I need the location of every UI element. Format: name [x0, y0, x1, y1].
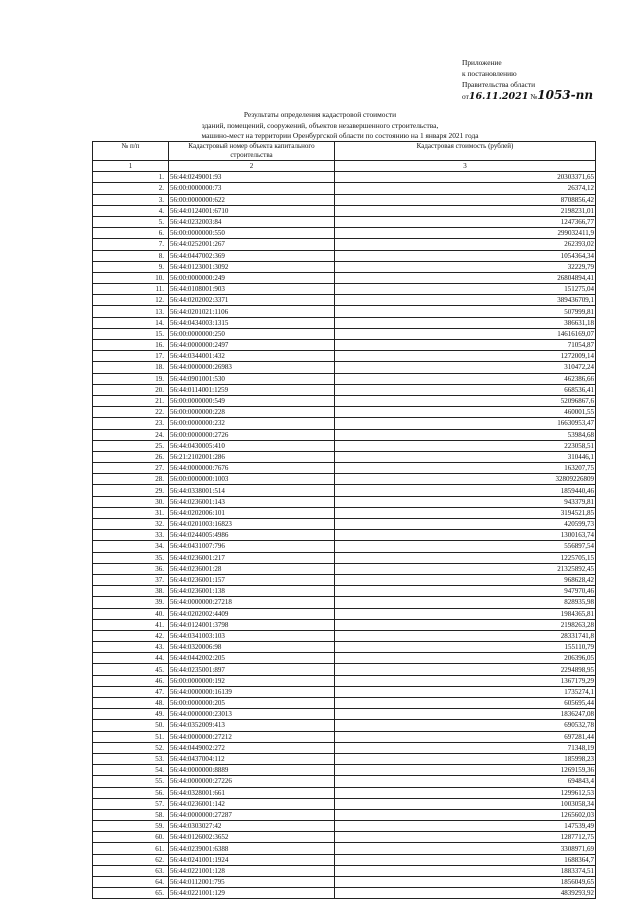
cadastral-number: 56:44:0431007:796	[169, 541, 335, 552]
table-row	[93, 474, 596, 485]
cadastral-number: 56:44:0239001:6388	[169, 843, 335, 854]
table-row	[93, 753, 596, 764]
title-line-1: Результаты определения кадастровой стоимости	[243, 110, 397, 119]
cadastral-value: 947970,46	[335, 586, 596, 597]
row-number: 35.	[93, 552, 169, 563]
row-number: 47.	[93, 686, 169, 697]
cadastral-value: 1225705,15	[335, 552, 596, 563]
table-row	[93, 765, 596, 776]
cadastral-number: 56:00:0000000:550	[169, 228, 335, 239]
row-number: 20.	[93, 384, 169, 395]
row-number: 59.	[93, 821, 169, 832]
row-number: 24.	[93, 429, 169, 440]
table-row	[93, 642, 596, 653]
cadastral-value: 1859440,46	[335, 485, 596, 496]
table-row	[93, 496, 596, 507]
document-title	[0, 110, 640, 142]
cadastral-number: 56:44:0232003:84	[169, 216, 335, 227]
table-row	[93, 261, 596, 272]
row-number: 16.	[93, 340, 169, 351]
cadastral-value: 1836247,08	[335, 709, 596, 720]
table-row	[93, 686, 596, 697]
row-number: 49.	[93, 709, 169, 720]
cadastral-value: 507999,81	[335, 306, 596, 317]
cadastral-value: 299032411,9	[335, 228, 596, 239]
row-number: 10.	[93, 272, 169, 283]
cadastral-value: 1269159,36	[335, 765, 596, 776]
row-number: 36.	[93, 563, 169, 574]
table-row	[93, 597, 596, 608]
cadastral-value: 460001,55	[335, 407, 596, 418]
row-number: 25.	[93, 440, 169, 451]
table-row	[93, 675, 596, 686]
cadastral-number: 56:00:0000000:250	[169, 328, 335, 339]
handwritten-number: 1053-пп	[537, 88, 594, 102]
row-number: 37.	[93, 574, 169, 585]
cadastral-value: 386631,18	[335, 317, 596, 328]
row-number: 14.	[93, 317, 169, 328]
row-number: 21.	[93, 395, 169, 406]
cadastral-value: 1003058,34	[335, 798, 596, 809]
cadastral-value: 420599,73	[335, 519, 596, 530]
row-number: 44.	[93, 653, 169, 664]
table-row	[93, 373, 596, 384]
cadastral-value: 462386,66	[335, 373, 596, 384]
table-row	[93, 451, 596, 462]
row-number: 5.	[93, 216, 169, 227]
cadastral-number: 56:44:0252001:267	[169, 239, 335, 250]
handwritten-date: 16.11.2021	[468, 91, 529, 102]
cadastral-value: 8708856,42	[335, 194, 596, 205]
cadastral-number: 56:00:0000000:205	[169, 698, 335, 709]
row-number: 38.	[93, 586, 169, 597]
cadastral-number: 56:44:0123001:3092	[169, 261, 335, 272]
cadastral-number: 56:44:0124001:3798	[169, 619, 335, 630]
cadastral-value: 53984,68	[335, 429, 596, 440]
table-row	[93, 228, 596, 239]
table-row	[93, 362, 596, 373]
cadastral-number: 56:44:0000000:7676	[169, 463, 335, 474]
header-cadastral-value: Кадастровая стоимость (рублей)	[335, 142, 596, 161]
cadastral-number: 56:44:0000000:8889	[169, 765, 335, 776]
row-number: 7.	[93, 239, 169, 250]
cadastral-number: 56:44:0344001:432	[169, 351, 335, 362]
cadastral-number: 56:00:0000000:232	[169, 418, 335, 429]
cadastral-value: 1883374,51	[335, 865, 596, 876]
table-row	[93, 709, 596, 720]
cadastral-value: 310472,24	[335, 362, 596, 373]
cadastral-value: 389436709,1	[335, 295, 596, 306]
table-row	[93, 440, 596, 451]
table-row	[93, 698, 596, 709]
cadastral-number: 56:44:0202002:3371	[169, 295, 335, 306]
table-row	[93, 194, 596, 205]
cadastral-value: 943379,81	[335, 496, 596, 507]
row-number: 22.	[93, 407, 169, 418]
row-number: 42.	[93, 630, 169, 641]
cadastral-value: 1300163,74	[335, 530, 596, 541]
cadastral-value: 2198263,28	[335, 619, 596, 630]
table-row	[93, 530, 596, 541]
row-number: 9.	[93, 261, 169, 272]
row-number: 63.	[93, 865, 169, 876]
table-row	[93, 519, 596, 530]
cadastral-value: 4839293,92	[335, 888, 596, 899]
table-row	[93, 731, 596, 742]
row-number: 55.	[93, 776, 169, 787]
cadastral-number: 56:00:0000000:1003	[169, 474, 335, 485]
cadastral-value: 2294898,95	[335, 664, 596, 675]
row-number: 39.	[93, 597, 169, 608]
index-cell: 1	[93, 161, 169, 172]
cadastral-number: 56:00:0000000:249	[169, 272, 335, 283]
table-index-row	[93, 161, 596, 172]
table-row	[93, 216, 596, 227]
cadastral-value: 1856049,65	[335, 877, 596, 888]
cadastral-value: 556897,54	[335, 541, 596, 552]
table-row	[93, 295, 596, 306]
cadastral-value: 26374,12	[335, 183, 596, 194]
title-line-2: зданий, помещений, сооружений, объектов незавершенного строительства,	[201, 120, 439, 130]
cadastral-value: 32229,79	[335, 261, 596, 272]
table-body	[93, 172, 596, 899]
row-number: 60.	[93, 832, 169, 843]
table-row	[93, 272, 596, 283]
table-row	[93, 183, 596, 194]
cadastral-value: 1287712,75	[335, 832, 596, 843]
table-row	[93, 809, 596, 820]
date-prefix: от	[462, 92, 469, 101]
table-row	[93, 843, 596, 854]
cadastral-value: 1247366,77	[335, 216, 596, 227]
index-cell: 2	[169, 161, 335, 172]
table-row	[93, 306, 596, 317]
cadastral-value: 16630953,47	[335, 418, 596, 429]
cadastral-number: 56:00:0000000:2726	[169, 429, 335, 440]
annex-government-label: Правительства области	[462, 80, 536, 89]
row-number: 65.	[93, 888, 169, 899]
annex-header	[462, 57, 593, 102]
cadastral-value: 668536,41	[335, 384, 596, 395]
annex-date-number	[462, 90, 593, 102]
header-cadastral-number: Кадастровый номер объекта капитального строительства	[169, 142, 335, 161]
table-row	[93, 865, 596, 876]
cadastral-number: 56:44:0000000:27212	[169, 731, 335, 742]
cadastral-value: 1984365,81	[335, 608, 596, 619]
cadastral-number: 56:44:0244005:4986	[169, 530, 335, 541]
cadastral-number: 56:44:0221001:129	[169, 888, 335, 899]
cadastral-value: 14616169,07	[335, 328, 596, 339]
row-number: 29.	[93, 485, 169, 496]
table-header-row	[93, 142, 596, 161]
cadastral-number: 56:44:0235001:897	[169, 664, 335, 675]
cadastral-number: 56:44:0338001:514	[169, 485, 335, 496]
cadastral-value: 223058,51	[335, 440, 596, 451]
table-row	[93, 653, 596, 664]
cadastral-value: 71054,87	[335, 340, 596, 351]
table-row	[93, 574, 596, 585]
row-number: 57.	[93, 798, 169, 809]
table-row	[93, 351, 596, 362]
row-number: 56.	[93, 787, 169, 798]
table-row	[93, 720, 596, 731]
table-row	[93, 485, 596, 496]
table-row	[93, 832, 596, 843]
cadastral-value: 32809226809	[335, 474, 596, 485]
cadastral-number: 56:44:0249001:93	[169, 172, 335, 183]
row-number: 17.	[93, 351, 169, 362]
row-number: 4.	[93, 205, 169, 216]
row-number: 50.	[93, 720, 169, 731]
cadastral-value: 185998,23	[335, 753, 596, 764]
cadastral-number: 56:44:0202002:4409	[169, 608, 335, 619]
cadastral-value: 1367179,29	[335, 675, 596, 686]
table-row	[93, 172, 596, 183]
table-row	[93, 328, 596, 339]
cadastral-number: 56:21:2102001:286	[169, 451, 335, 462]
cadastral-number: 56:44:0201021:1106	[169, 306, 335, 317]
cadastral-value: 20303371,65	[335, 172, 596, 183]
cadastral-number: 56:44:0430005:410	[169, 440, 335, 451]
cadastral-number: 56:44:0000000:27218	[169, 597, 335, 608]
cadastral-number: 56:44:0236001:142	[169, 798, 335, 809]
annex-resolution-label: к постановлению	[462, 69, 517, 78]
cadastral-number: 56:44:0201003:16823	[169, 519, 335, 530]
cadastral-value: 697281,44	[335, 731, 596, 742]
cadastral-value: 2198231,01	[335, 205, 596, 216]
cadastral-number: 56:00:0000000:73	[169, 183, 335, 194]
cadastral-number: 56:44:0352009:413	[169, 720, 335, 731]
index-cell: 3	[335, 161, 596, 172]
table-row	[93, 384, 596, 395]
cadastral-value: 147539,49	[335, 821, 596, 832]
row-number: 53.	[93, 753, 169, 764]
table-row	[93, 429, 596, 440]
table-row	[93, 608, 596, 619]
cadastral-value: 605695,44	[335, 698, 596, 709]
cadastral-value: 1054364,34	[335, 250, 596, 261]
cadastral-number: 56:44:0236001:143	[169, 496, 335, 507]
cadastral-number: 56:44:0000000:23013	[169, 709, 335, 720]
cadastral-number: 56:00:0000000:549	[169, 395, 335, 406]
row-number: 43.	[93, 642, 169, 653]
cadastral-number: 56:44:0341003:103	[169, 630, 335, 641]
table-row	[93, 541, 596, 552]
cadastral-value: 262393,02	[335, 239, 596, 250]
cadastral-number: 56:44:0126002:3652	[169, 832, 335, 843]
row-number: 41.	[93, 619, 169, 630]
table-row	[93, 395, 596, 406]
cadastral-value: 21325892,45	[335, 563, 596, 574]
row-number: 2.	[93, 183, 169, 194]
header-number: № п/п	[93, 142, 169, 161]
cadastral-value-table	[92, 141, 596, 899]
table-row	[93, 205, 596, 216]
table-row	[93, 340, 596, 351]
cadastral-value: 206396,05	[335, 653, 596, 664]
table-row	[93, 563, 596, 574]
cadastral-number: 56:00:0000000:192	[169, 675, 335, 686]
row-number: 58.	[93, 809, 169, 820]
row-number: 61.	[93, 843, 169, 854]
cadastral-number: 56:44:0320006:98	[169, 642, 335, 653]
cadastral-number: 56:00:0000000:228	[169, 407, 335, 418]
cadastral-number: 56:44:0236001:28	[169, 563, 335, 574]
cadastral-number: 56:44:0000000:27226	[169, 776, 335, 787]
cadastral-value: 52096867,6	[335, 395, 596, 406]
row-number: 48.	[93, 698, 169, 709]
row-number: 45.	[93, 664, 169, 675]
cadastral-value: 28331741,8	[335, 630, 596, 641]
cadastral-value: 3194521,85	[335, 507, 596, 518]
row-number: 54.	[93, 765, 169, 776]
table-row	[93, 664, 596, 675]
cadastral-value: 828935,98	[335, 597, 596, 608]
row-number: 11.	[93, 284, 169, 295]
table-row	[93, 586, 596, 597]
cadastral-number: 56:44:0000000:27287	[169, 809, 335, 820]
table-row	[93, 239, 596, 250]
row-number: 3.	[93, 194, 169, 205]
row-number: 15.	[93, 328, 169, 339]
cadastral-number: 56:44:0114001:1259	[169, 384, 335, 395]
cadastral-number: 56:44:0000000:16139	[169, 686, 335, 697]
cadastral-number: 56:44:0236001:138	[169, 586, 335, 597]
table-row	[93, 821, 596, 832]
number-prefix: №	[530, 92, 538, 101]
cadastral-number: 56:44:0241001:1924	[169, 854, 335, 865]
row-number: 51.	[93, 731, 169, 742]
cadastral-value: 1272009,14	[335, 351, 596, 362]
cadastral-value: 1265602,03	[335, 809, 596, 820]
row-number: 32.	[93, 519, 169, 530]
cadastral-number: 56:44:0236001:157	[169, 574, 335, 585]
table-row	[93, 619, 596, 630]
cadastral-number: 56:44:0328001:661	[169, 787, 335, 798]
cadastral-number: 56:44:0000000:2497	[169, 340, 335, 351]
row-number: 23.	[93, 418, 169, 429]
table-row	[93, 787, 596, 798]
cadastral-value: 26804894,41	[335, 272, 596, 283]
cadastral-number: 56:44:0442002:205	[169, 653, 335, 664]
cadastral-value: 1735274,1	[335, 686, 596, 697]
cadastral-value: 690532,78	[335, 720, 596, 731]
cadastral-value: 1299612,53	[335, 787, 596, 798]
table-row	[93, 507, 596, 518]
cadastral-number: 56:44:0901001:530	[169, 373, 335, 384]
row-number: 34.	[93, 541, 169, 552]
row-number: 13.	[93, 306, 169, 317]
cadastral-number: 56:44:0447002:369	[169, 250, 335, 261]
cadastral-value: 151275,04	[335, 284, 596, 295]
table-row	[93, 742, 596, 753]
row-number: 52.	[93, 742, 169, 753]
table-row	[93, 877, 596, 888]
row-number: 28.	[93, 474, 169, 485]
row-number: 6.	[93, 228, 169, 239]
table-row	[93, 552, 596, 563]
table-row	[93, 798, 596, 809]
cadastral-value: 968628,42	[335, 574, 596, 585]
cadastral-value: 163207,75	[335, 463, 596, 474]
row-number: 30.	[93, 496, 169, 507]
table-row	[93, 250, 596, 261]
table-row	[93, 317, 596, 328]
cadastral-number: 56:44:0437004:112	[169, 753, 335, 764]
table-row	[93, 407, 596, 418]
cadastral-value: 71348,19	[335, 742, 596, 753]
table-row	[93, 284, 596, 295]
row-number: 12.	[93, 295, 169, 306]
row-number: 40.	[93, 608, 169, 619]
row-number: 8.	[93, 250, 169, 261]
cadastral-value: 3308971,69	[335, 843, 596, 854]
table-row	[93, 418, 596, 429]
cadastral-value: 694843,4	[335, 776, 596, 787]
row-number: 33.	[93, 530, 169, 541]
row-number: 18.	[93, 362, 169, 373]
cadastral-number: 56:44:0124001:6710	[169, 205, 335, 216]
cadastral-value: 155110,79	[335, 642, 596, 653]
annex-label: Приложение	[462, 58, 502, 67]
cadastral-number: 56:44:0000000:26983	[169, 362, 335, 373]
row-number: 62.	[93, 854, 169, 865]
cadastral-number: 56:00:0000000:622	[169, 194, 335, 205]
row-number: 46.	[93, 675, 169, 686]
row-number: 1.	[93, 172, 169, 183]
row-number: 26.	[93, 451, 169, 462]
cadastral-number: 56:44:0108001:903	[169, 284, 335, 295]
cadastral-number: 56:44:0202006:101	[169, 507, 335, 518]
row-number: 64.	[93, 877, 169, 888]
cadastral-value: 310446,1	[335, 451, 596, 462]
table-row	[93, 854, 596, 865]
table-row	[93, 888, 596, 899]
cadastral-number: 56:44:0449002:272	[169, 742, 335, 753]
cadastral-number: 56:44:0434003:1315	[169, 317, 335, 328]
table-row	[93, 630, 596, 641]
row-number: 31.	[93, 507, 169, 518]
cadastral-number: 56:44:0236001:217	[169, 552, 335, 563]
cadastral-value: 1688364,7	[335, 854, 596, 865]
table-row	[93, 776, 596, 787]
row-number: 19.	[93, 373, 169, 384]
title-line-3: машино-мест на территории Оренбургской области по состоянию на 1 января 2021 года	[201, 131, 479, 140]
cadastral-number: 56:44:0221001:128	[169, 865, 335, 876]
cadastral-number: 56:44:0112001:795	[169, 877, 335, 888]
row-number: 27.	[93, 463, 169, 474]
table-row	[93, 463, 596, 474]
cadastral-number: 56:44:0303027:42	[169, 821, 335, 832]
